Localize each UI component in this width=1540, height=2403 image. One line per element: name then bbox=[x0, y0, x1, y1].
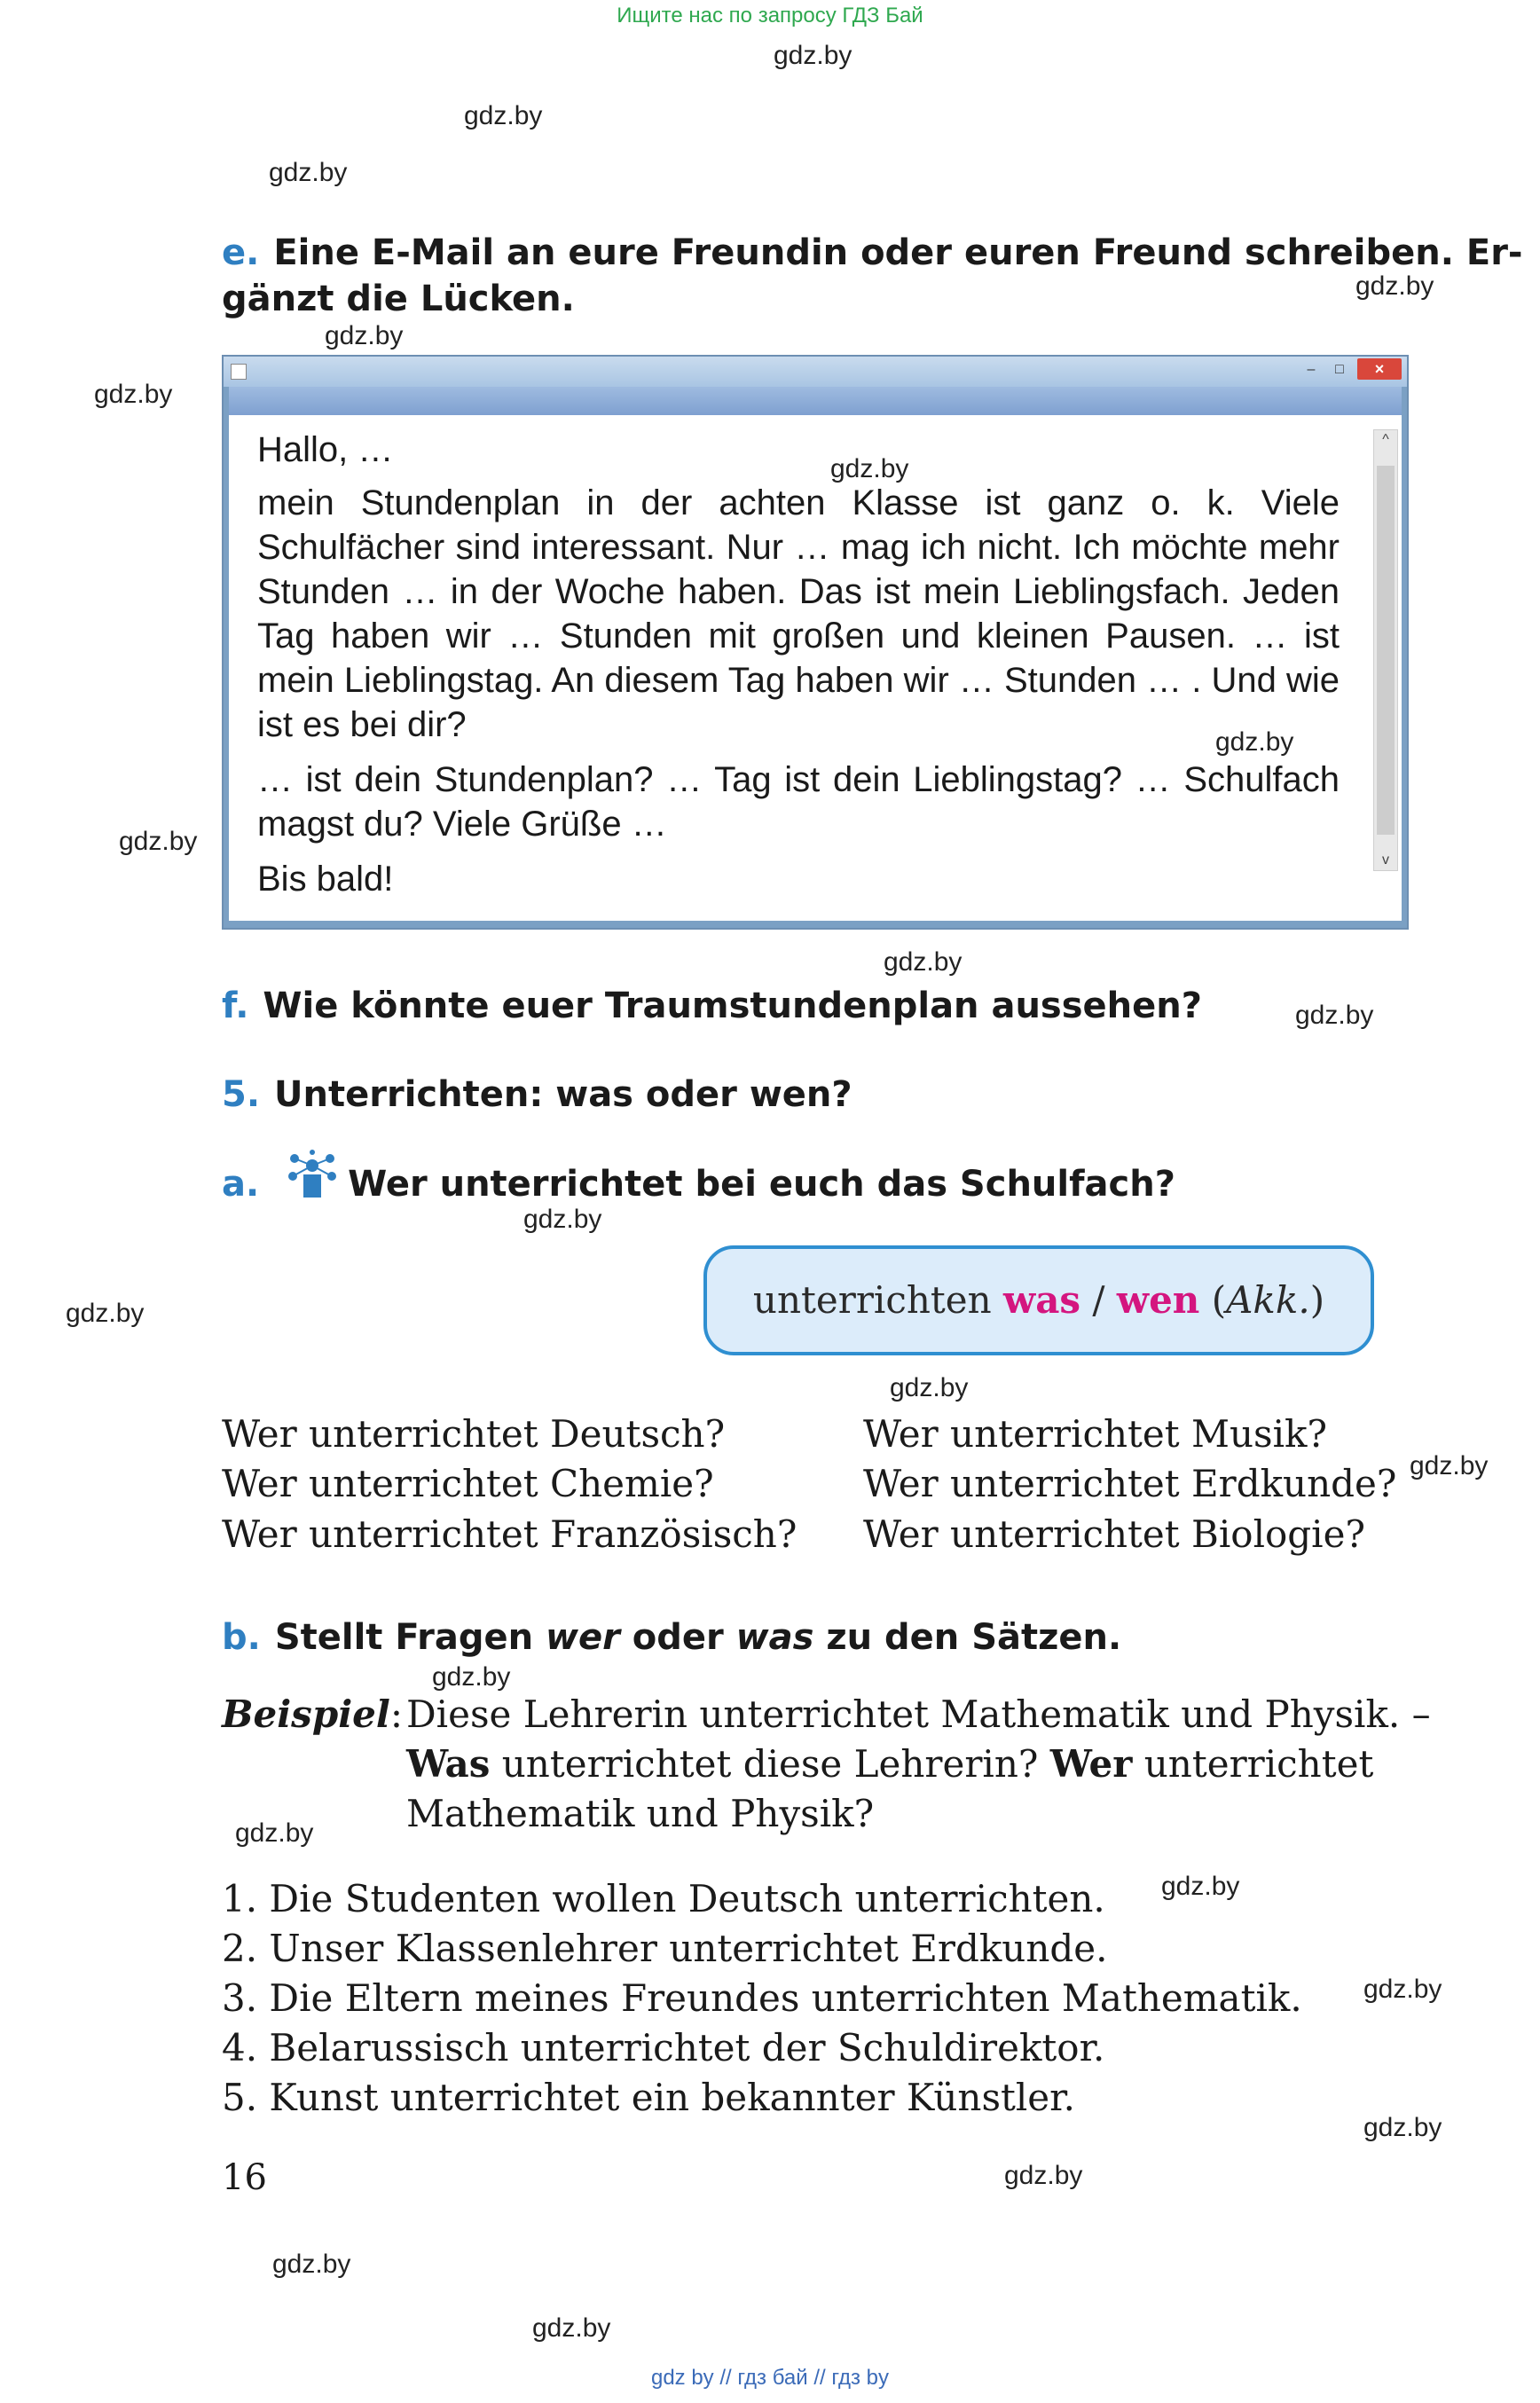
watermark: gdz.by bbox=[774, 41, 852, 70]
grammar-paren: ( bbox=[1199, 1278, 1227, 1322]
close-icon[interactable]: × bbox=[1357, 358, 1402, 380]
task-label: e. bbox=[222, 232, 260, 273]
watermark: gdz.by bbox=[1410, 1451, 1489, 1480]
scrollbar-thumb[interactable] bbox=[1377, 466, 1395, 835]
example-text: unterrichtet bbox=[1132, 1742, 1374, 1786]
task-a-heading bbox=[222, 1150, 1175, 1207]
watermark: gdz.by bbox=[66, 1299, 145, 1328]
email-text bbox=[257, 428, 1340, 901]
task-f-heading bbox=[222, 983, 1202, 1029]
scrollbar[interactable] bbox=[1373, 429, 1398, 871]
task-title: zu den Sätzen. bbox=[813, 1617, 1122, 1658]
scroll-down-icon[interactable]: v bbox=[1382, 852, 1389, 868]
window-toolbar bbox=[229, 387, 1402, 415]
header-note: Ищите нас по запросу ГДЗ Бай bbox=[617, 4, 923, 27]
question-item: Wer unterrichtet Biologie? bbox=[863, 1512, 1365, 1556]
watermark: gdz.by bbox=[119, 827, 198, 856]
example-text: unterrichtet diese Lehrerin? bbox=[490, 1742, 1050, 1786]
task-title-italic: was bbox=[735, 1617, 814, 1658]
maximize-icon[interactable]: □ bbox=[1335, 362, 1344, 377]
email-window bbox=[222, 355, 1409, 930]
email-paragraph: … ist dein Stundenplan? … Tag ist dein Lieblingstag? … Schulfach magst du? Viele Grüße … bbox=[257, 760, 1340, 844]
sentence-item: 2. Unser Klassenlehrer unterrichtet Erdkunde. bbox=[222, 1927, 1108, 1970]
watermark: gdz.by bbox=[94, 380, 173, 409]
watermark: gdz.by bbox=[1215, 727, 1294, 757]
example-label-text: Beispiel bbox=[222, 1692, 390, 1736]
footer-links[interactable]: gdz by // гдз бай // гдз by bbox=[650, 2366, 890, 2390]
task-label: f. bbox=[222, 986, 249, 1026]
grammar-separator: / bbox=[1080, 1278, 1117, 1322]
task-label: b. bbox=[222, 1617, 261, 1658]
watermark: gdz.by bbox=[1295, 1001, 1374, 1030]
watermark: gdz.by bbox=[523, 1205, 602, 1234]
page-number: 16 bbox=[222, 2157, 267, 2198]
group-work-icon bbox=[286, 1150, 339, 1199]
grammar-paren: ) bbox=[1309, 1278, 1325, 1322]
watermark: gdz.by bbox=[532, 2313, 611, 2343]
watermark: gdz.by bbox=[325, 321, 404, 350]
task-title: Eine E-Mail an eure Freundin oder euren Freund schreiben. Er- bbox=[273, 232, 1523, 273]
watermark: gdz.by bbox=[884, 947, 962, 977]
example-colon: : bbox=[389, 1692, 403, 1736]
task-e-heading bbox=[222, 230, 1523, 276]
grammar-wen: wen bbox=[1116, 1278, 1200, 1322]
sentence-item: 5. Kunst unterrichtet ein bekannter Künstler. bbox=[222, 2076, 1075, 2119]
minimize-icon[interactable]: – bbox=[1307, 362, 1316, 377]
watermark: gdz.by bbox=[1363, 2113, 1442, 2142]
grammar-case: Akk. bbox=[1226, 1278, 1310, 1322]
task-b-heading bbox=[222, 1614, 1121, 1661]
question-item: Wer unterrichtet Chemie? bbox=[222, 1462, 714, 1505]
task-title: Wer unterrichtet bei euch das Schulfach? bbox=[348, 1164, 1175, 1205]
example-line bbox=[406, 1742, 1373, 1786]
example-bold: Was bbox=[406, 1742, 491, 1786]
sentence-item: 4. Belarussisch unterrichtet der Schuldirektor. bbox=[222, 2026, 1105, 2069]
task-title: Stellt Fragen bbox=[274, 1617, 546, 1658]
scroll-up-icon[interactable]: ^ bbox=[1382, 432, 1389, 447]
watermark: gdz.by bbox=[269, 158, 348, 187]
watermark: gdz.by bbox=[890, 1373, 969, 1402]
example-label bbox=[222, 1692, 403, 1736]
watermark: gdz.by bbox=[1355, 271, 1434, 301]
watermark: gdz.by bbox=[1004, 2161, 1083, 2190]
email-body[interactable] bbox=[229, 415, 1402, 921]
watermark: gdz.by bbox=[235, 1818, 314, 1848]
watermark: gdz.by bbox=[464, 101, 543, 130]
task-title: Unterrichten: was oder wen? bbox=[274, 1074, 852, 1115]
window-checkbox[interactable] bbox=[231, 364, 247, 380]
watermark: gdz.by bbox=[830, 454, 909, 483]
email-paragraph: mein Stundenplan in der achten Klasse ist ganz o. k. Viele Schulfächer sind interessant. Nur … mag ich nicht. Ich möchte mehr Stunden … in der Woche haben. Das ist mein Lieblingsfach. Jeden Tag haben wir … Stunden mit großen und kleinen Pausen. … ist mein Lieblingstag. An diesem Tag haben wir … Stunden … . Und wie ist es bei dir? bbox=[257, 483, 1340, 744]
sentence-item: 1. Die Studenten wollen Deutsch unterrichten. bbox=[222, 1877, 1105, 1920]
question-item: Wer unterrichtet Deutsch? bbox=[222, 1412, 726, 1456]
sentence-item: 3. Die Eltern meines Freundes unterrichten Mathematik. bbox=[222, 1976, 1302, 2020]
task-title-italic: wer bbox=[546, 1617, 620, 1658]
grammar-verb: unterrichten bbox=[752, 1278, 1004, 1322]
example-line: Mathematik und Physik? bbox=[406, 1792, 875, 1835]
watermark: gdz.by bbox=[1363, 1975, 1442, 2004]
watermark: gdz.by bbox=[1161, 1872, 1240, 1901]
task-label: 5. bbox=[222, 1074, 261, 1115]
window-titlebar bbox=[224, 357, 1407, 387]
question-item: Wer unterrichtet Erdkunde? bbox=[863, 1462, 1397, 1505]
grammar-was: was bbox=[1003, 1278, 1081, 1322]
task-label: a. bbox=[222, 1164, 260, 1205]
watermark: gdz.by bbox=[432, 1662, 511, 1692]
grammar-box bbox=[703, 1245, 1374, 1355]
watermark: gdz.by bbox=[272, 2250, 351, 2279]
example-line: Diese Lehrerin unterrichtet Mathematik und Physik. – bbox=[406, 1692, 1431, 1736]
question-item: Wer unterrichtet Musik? bbox=[863, 1412, 1327, 1456]
task-title: Wie könnte euer Traumstundenplan aussehen? bbox=[263, 986, 1202, 1026]
email-closing: Bis bald! bbox=[257, 860, 394, 899]
task-e-heading-cont: gänzt die Lücken. bbox=[222, 279, 575, 319]
question-item: Wer unterrichtet Französisch? bbox=[222, 1512, 798, 1556]
email-greeting: Hallo, … bbox=[257, 430, 394, 469]
task-title: oder bbox=[619, 1617, 736, 1658]
task-5-heading bbox=[222, 1072, 852, 1118]
example-bold: Wer bbox=[1049, 1742, 1133, 1786]
